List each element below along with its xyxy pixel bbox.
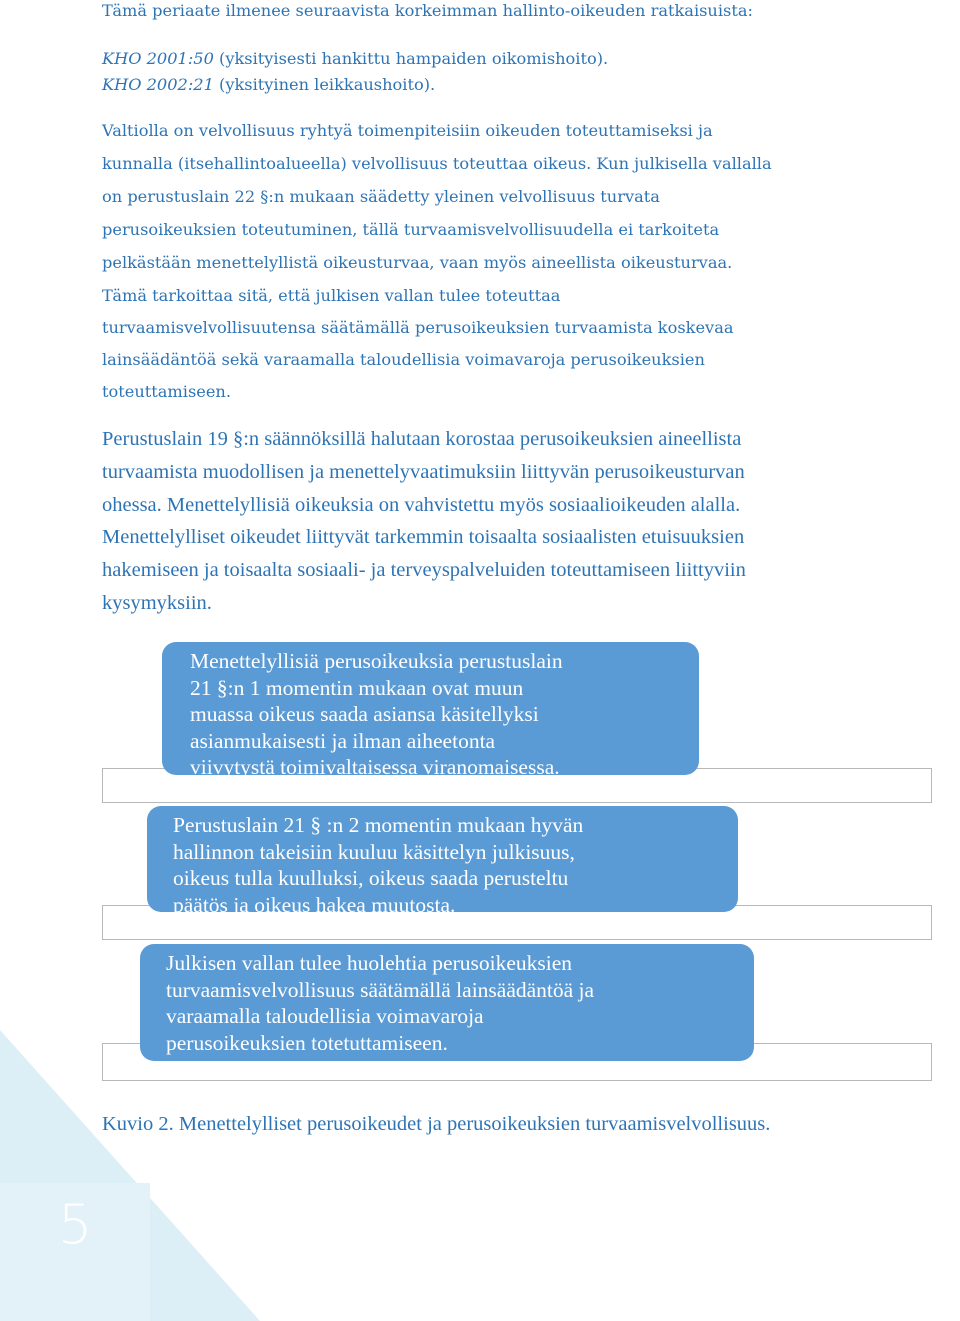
case-reference: KHO 2001:50 (yksityisesti hankittu hampaiden oikomishoito). (102, 49, 609, 68)
paragraph-line: Menettelylliset oikeudet liittyvät tarkemmin toisaalta sosiaalisten etuisuuksien (102, 526, 745, 548)
intro-line: Tämä periaate ilmenee seuraavista korkeimman hallinto-oikeuden ratkaisuista: (102, 1, 753, 20)
case-reference: KHO 2002:21 (yksityinen leikkaushoito). (102, 75, 436, 94)
paragraph-line: Valtiolla on velvollisuus ryhtyä toimenpiteisiin oikeuden toteuttamiseksi ja (102, 121, 713, 140)
paragraph-line: pelkästään menettelyllistä oikeusturvaa, vaan myös aineellista oikeusturvaa. (102, 253, 733, 272)
paragraph-line: Tämä tarkoittaa sitä, että julkisen vallan tulee toteuttaa (102, 286, 561, 305)
figure-caption: Kuvio 2. Menettelylliset perusoikeudet ja perusoikeuksien turvaamisvelvollisuus. (102, 1113, 771, 1135)
paragraph-line: Perustuslain 19 §:n säännöksillä halutaan korostaa perusoikeuksien aineellista (102, 428, 742, 450)
figure-box-1: Menettelyllisiä perusoikeuksia perustuslain 21 §:n 1 momentin mukaan ovat muun muassa oikeus saada asiansa käsitellyksi asianmukaisesti ja ilman aiheetonta viivytystä toimivaltaisessa viranomaisessa. (162, 642, 699, 775)
paragraph-line: ohessa. Menettelyllisiä oikeuksia on vahvistettu myös sosiaalioikeuden alalla. (102, 494, 741, 516)
figure-box-2: Perustuslain 21 § :n 2 momentin mukaan hyvän hallinnon takeisiin kuuluu käsittelyn julkisuus, oikeus tulla kuulluksi, oikeus saada perusteltu päätös ja oikeus hakea muutosta. (147, 806, 738, 912)
paragraph-line: turvaamisvelvollisuutensa säätämällä perusoikeuksien turvaamista koskevaa (102, 318, 734, 337)
page-number: 5 (58, 1193, 93, 1256)
paragraph-line: kunnalla (itsehallintoalueella) velvollisuus toteuttaa oikeus. Kun julkisella vallalla (102, 154, 772, 173)
paragraph-line: hakemiseen ja toisaalta sosiaali- ja terveyspalveluiden toteuttamiseen liittyviin (102, 559, 746, 581)
paragraph-line: perusoikeuksien toteutuminen, tällä turvaamisvelvollisuudella ei tarkoiteta (102, 220, 720, 239)
paragraph-line: on perustuslain 22 §:n mukaan säädetty yleinen velvollisuus turvata (102, 187, 660, 206)
paragraph-line: turvaamista muodollisen ja menettelyvaatimuksiin liittyvän perusoikeusturvan (102, 461, 745, 483)
paragraph-line: kysymyksiin. (102, 592, 212, 614)
paragraph-line: lainsäädäntöä sekä varaamalla taloudellisia voimavaroja perusoikeuksien (102, 350, 705, 369)
paragraph-line: toteuttamiseen. (102, 382, 231, 401)
figure-box-3: Julkisen vallan tulee huolehtia perusoikeuksien turvaamisvelvollisuus säätämällä lainsäädäntöä ja varaamalla taloudellisia voimavaroja perusoikeuksien totetuttamiseen. (140, 944, 754, 1061)
